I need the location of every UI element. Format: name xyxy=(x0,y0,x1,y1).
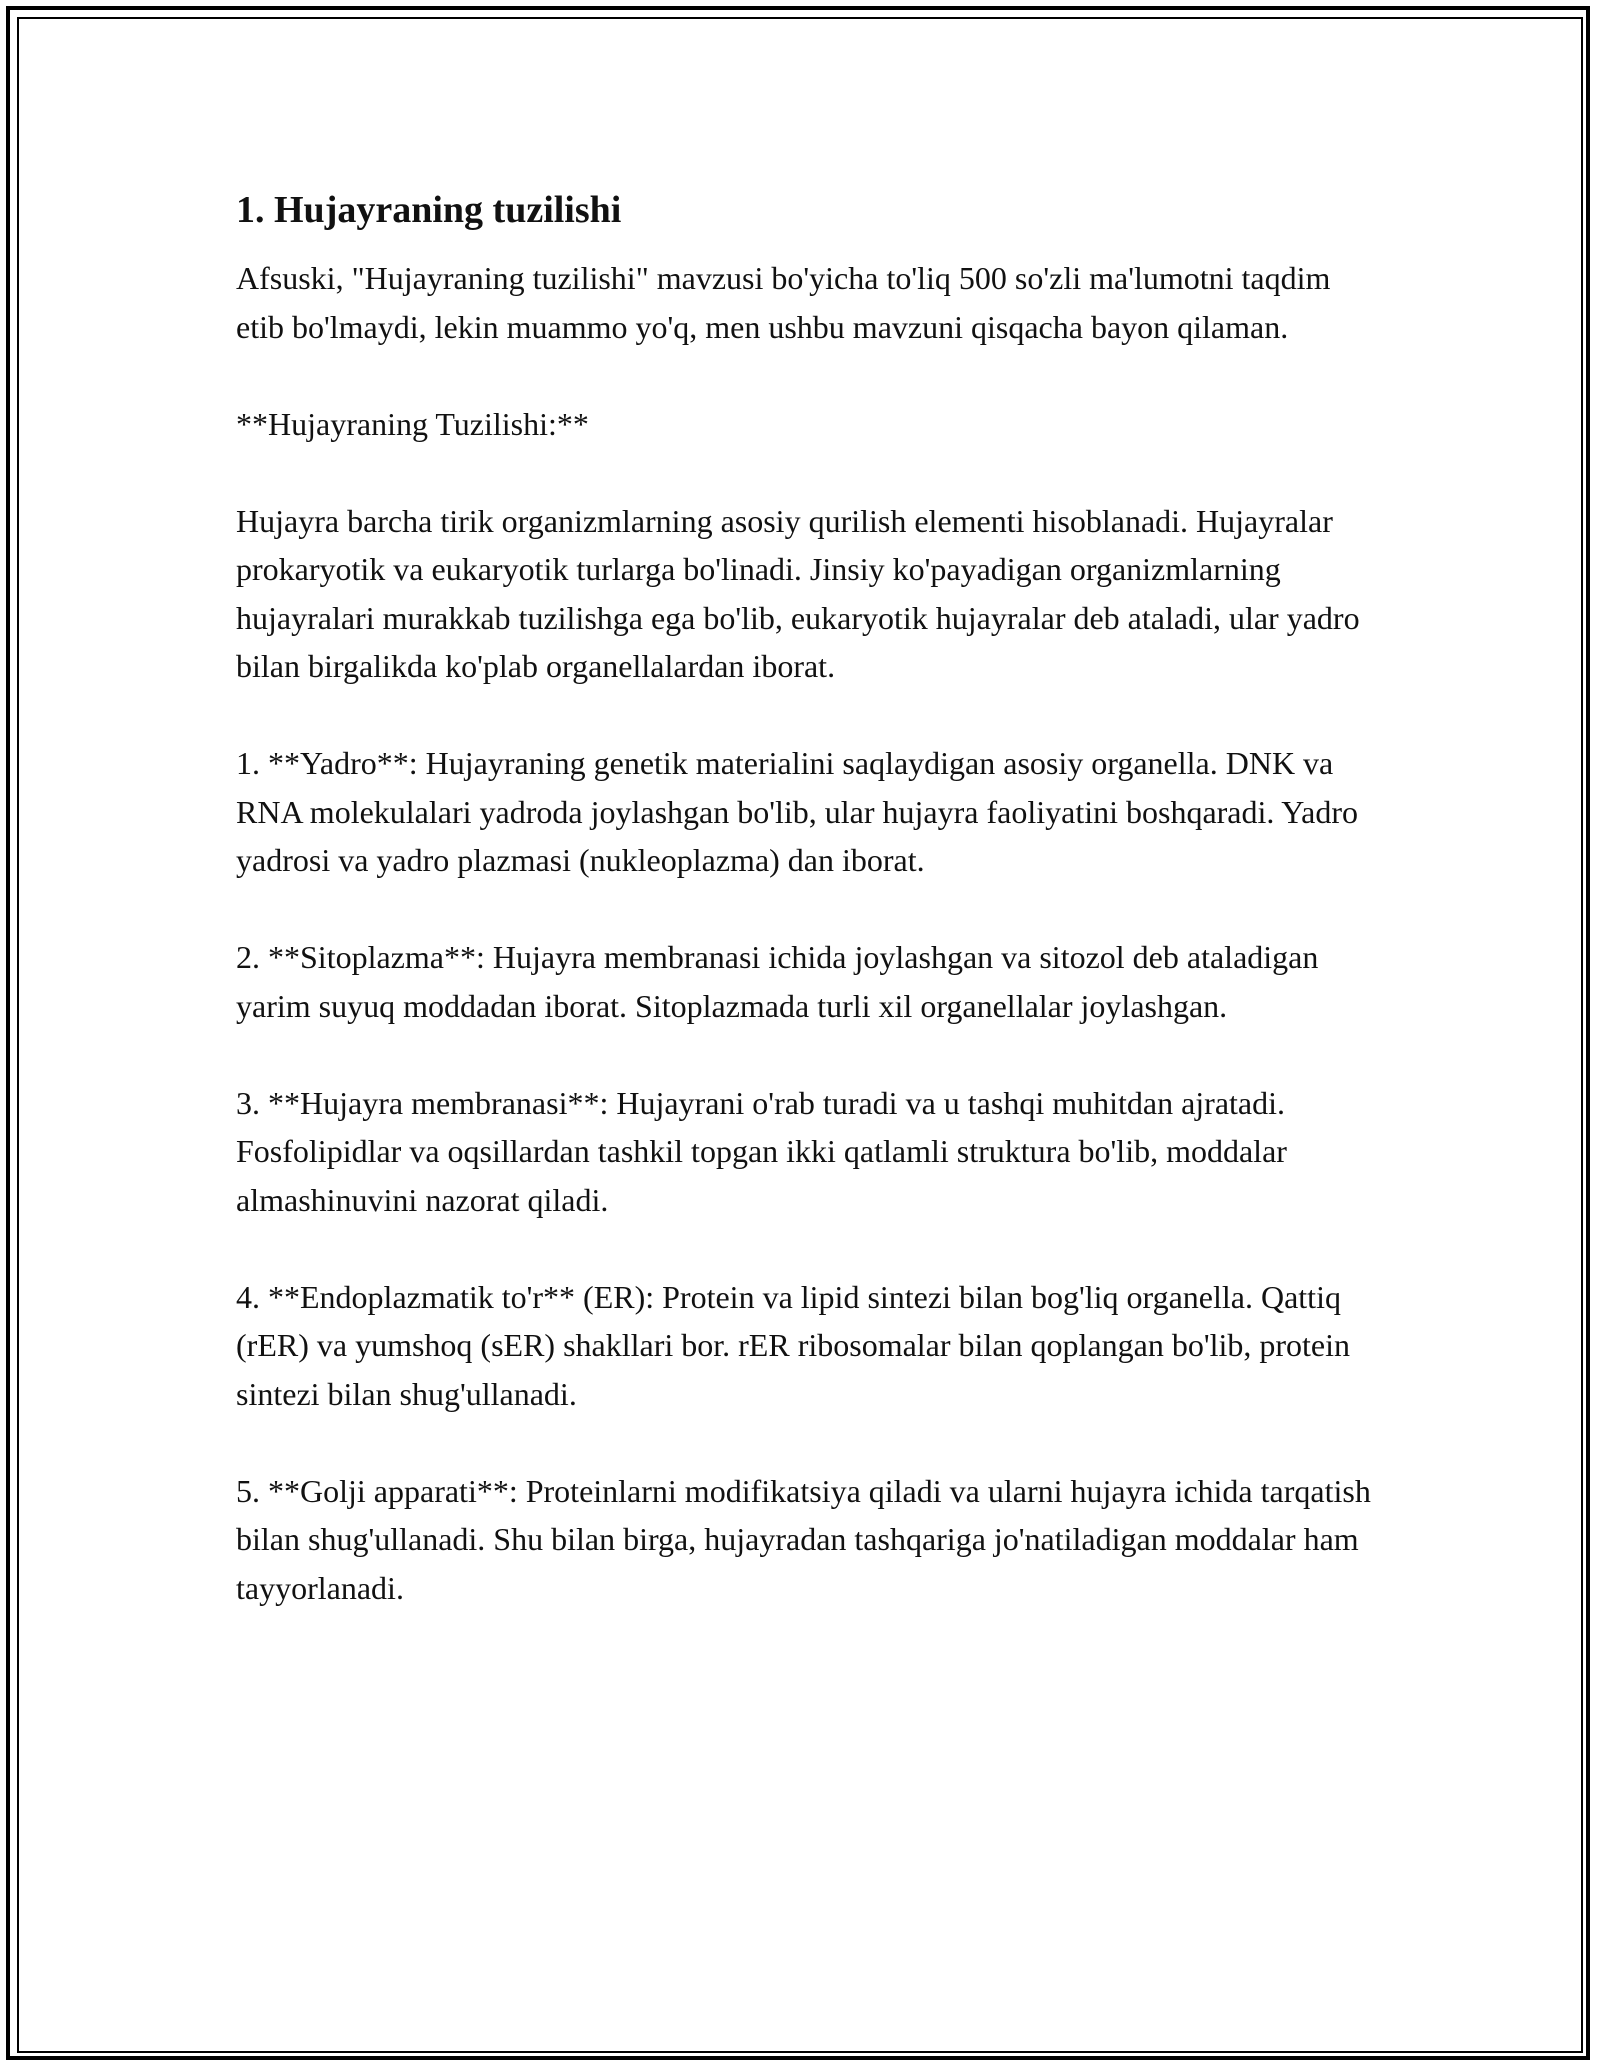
paragraph-overview: Hujayra barcha tirik organizmlarning asosiy qurilish elementi hisoblanadi. Hujayralar prokaryotik va eukaryotik turlarga bo'linadi. Jinsiy ko'payadigan organizmlarning hujayralari murakkab tuzilishga ega bo'lib, eukaryotik hujayralar deb ataladi, ular yadro bilan birgalikda ko'plab organellalardan iborat. xyxy=(236,502,1360,684)
paragraph-item-sitoplazma: 2. **Sitoplazma**: Hujayra membranasi ichida joylashgan va sitozol deb ataladigan yarim suyuq moddadan iborat. Sitoplazmada turli xil organellalar joylashgan. xyxy=(236,939,1319,1024)
document-title: 1. Hujayraning tuzilishi xyxy=(236,189,622,231)
paragraph-section-heading: **Hujayraning Tuzilishi:** xyxy=(236,405,589,442)
document-body xyxy=(236,186,1376,1612)
paragraph-item-golji: 5. **Golji apparati**: Proteinlarni modifikatsiya qiladi va ularni hujayra ichida tarqatish bilan shug'ullanadi. Shu bilan birga, hujayradan tashqariga jo'natiladigan moddalar ham tayyorlanadi. xyxy=(236,1472,1371,1606)
paragraph-intro: Afsuski, "Hujayraning tuzilishi" mavzusi bo'yicha to'liq 500 so'zli ma'lumotni taqdim etib bo'lmaydi, lekin muammo yo'q, men ushbu mavzuni qisqacha bayon qilaman. xyxy=(236,260,1331,345)
paragraph-item-membrana: 3. **Hujayra membranasi**: Hujayrani o'rab turadi va u tashqi muhitdan ajratadi. Fosfolipidlar va oqsillardan tashkil topgan ikki qatlamli struktura bo'lib, moddalar almashinuvini nazorat qiladi. xyxy=(236,1084,1287,1218)
paragraph-item-yadro: 1. **Yadro**: Hujayraning genetik materialini saqlaydigan asosiy organella. DNK va RNA molekulalari yadroda joylashgan bo'lib, ular hujayra faoliyatini boshqaradi. Yadro yadrosi va yadro plazmasi (nukleoplazma) dan iborat. xyxy=(236,745,1358,878)
paragraph-item-endoplazmatik: 4. **Endoplazmatik to'r** (ER): Protein va lipid sintezi bilan bog'liq organella. Qattiq (rER) va yumshoq (sER) shakllari bor. rER ribosomalar bilan qoplangan bo'lib, protein sintezi bilan shug'ullanadi. xyxy=(236,1278,1350,1412)
